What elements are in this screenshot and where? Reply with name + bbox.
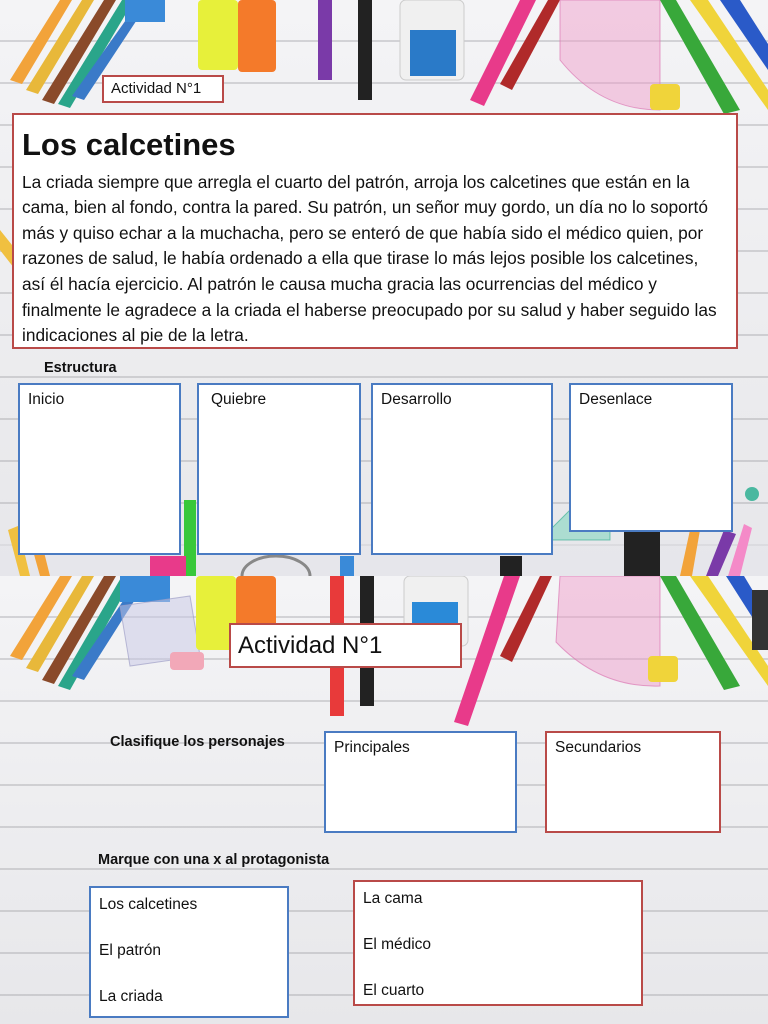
- mark-heading: Marque con una x al protagonista: [98, 852, 330, 868]
- classify-box-label: Secundarios: [555, 739, 642, 756]
- option-el-medico[interactable]: El médico: [363, 936, 432, 953]
- classify-box-secundarios[interactable]: [545, 731, 721, 833]
- structure-box-label: Quiebre: [211, 391, 267, 408]
- activity-label: Actividad N°1: [111, 80, 202, 97]
- structure-box-label: Desenlace: [579, 391, 653, 408]
- slide-2: [0, 576, 768, 1024]
- options-box-left: [89, 886, 289, 1018]
- highlighter-icon: [198, 0, 238, 70]
- option-los-calcetines[interactable]: Los calcetines: [99, 896, 198, 913]
- activity-label-box: [102, 75, 224, 103]
- option-el-patron[interactable]: El patrón: [99, 942, 162, 959]
- activity-label-box: [229, 623, 462, 668]
- story-title: Los calcetines: [22, 127, 236, 162]
- options-box-right: [353, 880, 643, 1006]
- option-el-cuarto[interactable]: El cuarto: [363, 982, 425, 999]
- structure-box-label: Desarrollo: [381, 391, 452, 408]
- activity-label: Actividad N°1: [238, 632, 383, 659]
- option-la-cama[interactable]: La cama: [363, 890, 423, 907]
- structure-box-desarrollo[interactable]: [371, 383, 553, 555]
- story-box: [12, 113, 738, 349]
- structure-box-desenlace[interactable]: [569, 383, 733, 532]
- sharpener-icon: [650, 84, 680, 110]
- classify-heading: Clasifique los personajes: [110, 734, 285, 750]
- structure-box-inicio[interactable]: [18, 383, 181, 555]
- sharpener-icon: [648, 656, 678, 682]
- option-la-criada[interactable]: La criada: [99, 988, 163, 1005]
- structure-box-label: Inicio: [28, 391, 65, 408]
- structure-heading: Estructura: [44, 360, 117, 376]
- classify-box-label: Principales: [334, 739, 410, 756]
- structure-box-quiebre[interactable]: [197, 383, 361, 555]
- story-text: La criada siempre que arregla el cuarto del patrón, arroja los calcetines que están en la cama, bien al fondo, contra la pared. Su patrón, un señor muy gordo, un día no lo soportó más y quiso echar a la muchacha, pero se enteró de que había sido el médico quien, por razones de salud, le había ordenado a ella que tirase lo más lejos posible los calcetines, así él hacía ejercicio. Al patrón le causa mucha gracia las ocurrencias del médico y finalmente le agradece a la criada el haberse preocupado por su salud y haber seguido las indicaciones al pie de la letra.: [22, 171, 717, 346]
- classify-box-principales[interactable]: [324, 731, 517, 833]
